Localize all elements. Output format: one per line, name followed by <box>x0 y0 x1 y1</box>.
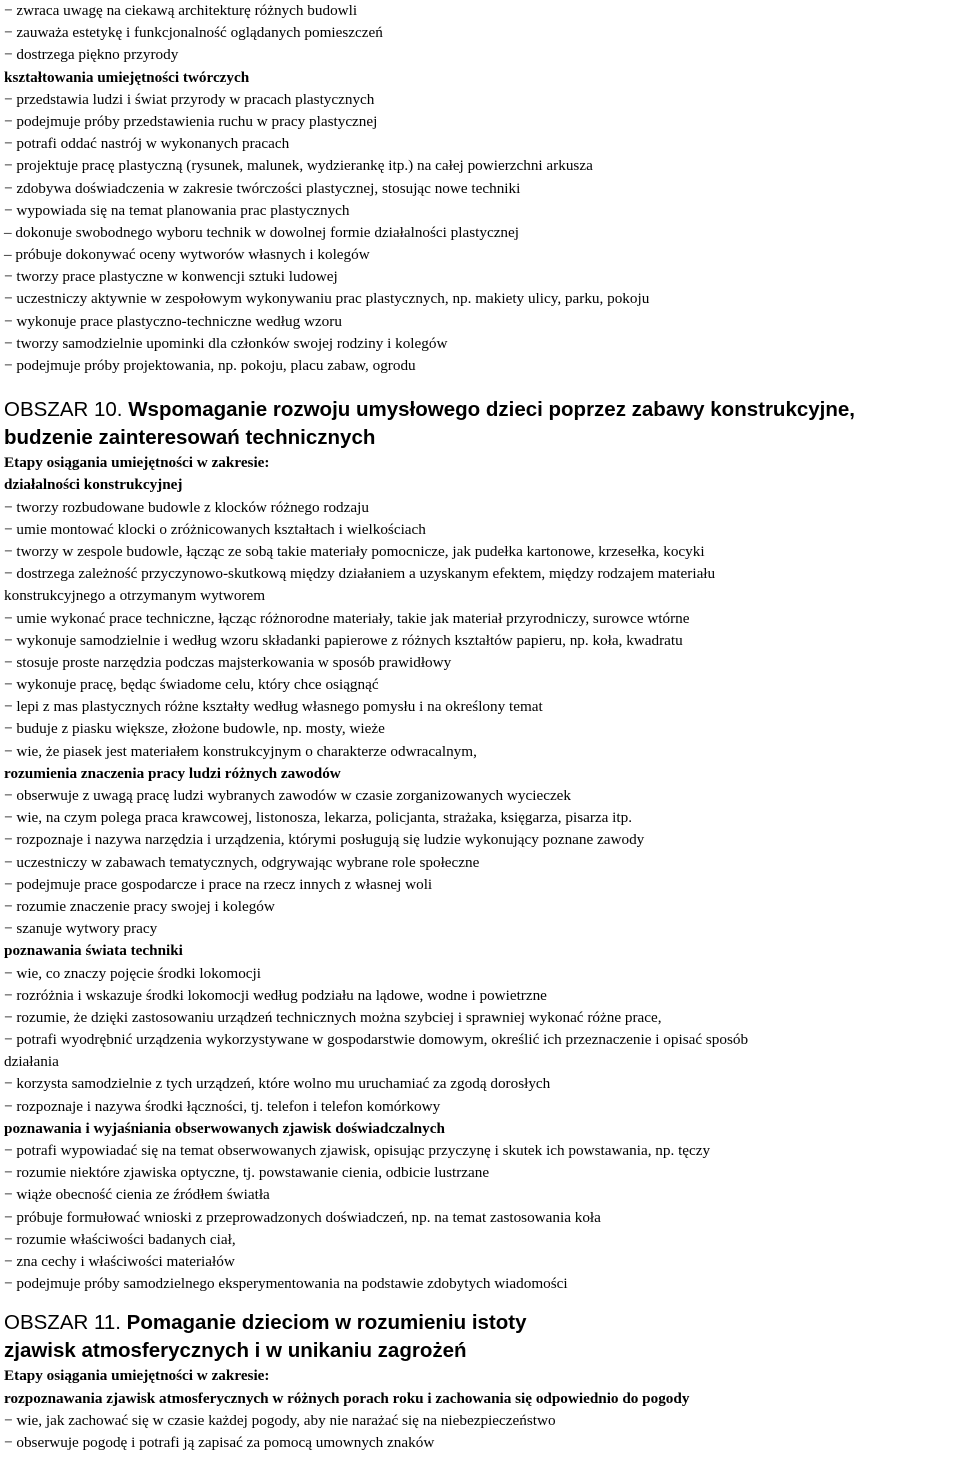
list-block1 <box>4 0 960 67</box>
list-item: działania <box>4 1053 59 1071</box>
list-item: − korzysta samodzielnie z tych urządzeń, które wolno mu uruchamiać za zgodą dorosłych <box>4 1075 551 1093</box>
list-item: − zdobywa doświadczenia w zakresie twórczości plastycznej, stosując nowe techniki <box>4 179 521 197</box>
list-item: − dostrzega piękno przyrody <box>4 46 179 64</box>
list-item: – próbuje dokonywać oceny wytworów własnych i kolegów <box>4 246 370 264</box>
list-item: − tworzy prace plastyczne w konwencji sztuki ludowej <box>4 268 338 286</box>
obszar11-title <box>4 1309 960 1337</box>
list-item: − projektuje pracę plastyczną (rysunek, malunek, wydzierankę itp.) na całej powierzchni arkusza <box>4 157 593 175</box>
section-heading: działalności konstrukcyjnej <box>4 476 183 494</box>
obszar10-title-line2-row <box>4 424 960 452</box>
list-item: − szanuje wytwory pracy <box>4 920 158 938</box>
list-item: − podejmuje próby samodzielnego eksperymentowania na podstawie zdobytych wiadomości <box>4 1275 568 1293</box>
list-item: − potrafi wypowiadać się na temat obserwowanych zjawisk, opisując przyczynę i skutek ich powstawania, np. tęczy <box>4 1142 711 1159</box>
obszar10-title-line2: budzenie zainteresowań technicznych <box>4 426 376 450</box>
list-item: − tworzy samodzielnie upominki dla członków swojej rodziny i kolegów <box>4 334 448 352</box>
obszar10-label: OBSZAR 10. <box>4 398 123 422</box>
section-heading: rozpoznawania zjawisk atmosferycznych w różnych porach roku i zachowania się odpowiednio do pogody <box>4 1389 690 1407</box>
list-block2 <box>4 89 960 377</box>
list-item: − tworzy w zespole budowle, łącząc ze sobą takie materiały pomocnicze, jak pudełka kartonowe, krzesełka, kocyki <box>4 542 705 560</box>
list-item: − wie, na czym polega praca krawcowej, listonosza, lekarza, policjanta, strażaka, księgarza, pisarza itp. <box>4 809 633 827</box>
list-item: − obserwuje pogodę i potrafi ją zapisać za pomocą umownych znaków <box>4 1433 435 1451</box>
obszar10-title <box>4 396 960 424</box>
list-item: − potrafi wyodrębnić urządzenia wykorzystywane w gospodarstwie domowym, określić ich przeznaczenie i opisać sposób <box>4 1031 749 1049</box>
spacer <box>4 1295 960 1309</box>
list-item: − próbuje formułować wnioski z przeprowadzonych doświadczeń, np. na temat zastosowania koła <box>4 1208 601 1226</box>
etapy-heading: Etapy osiągania umiejętności w zakresie: <box>4 1367 270 1385</box>
list-item: − zwraca uwagę na ciekawą architekturę różnych budowli <box>4 2 358 19</box>
list-item: − potrafi oddać nastrój w wykonanych pracach <box>4 135 290 153</box>
list-item: − rozpoznaje i nazywa narzędzia i urządzenia, którymi posługują się ludzie wykonujący poznane zawody <box>4 831 645 849</box>
list-item: − wykonuje samodzielnie i według wzoru składanki papierowe z różnych kształtów papieru, np. koła, kwadratu <box>4 631 683 649</box>
list-item: − dostrzega zależność przyczynowo-skutkową między działaniem a uzyskanym efektem, między rodzajem materiału <box>4 565 716 583</box>
list-item: − zauważa estetykę i funkcjonalność oglądanych pomieszczeń <box>4 24 383 42</box>
list-item: − uczestniczy aktywnie w zespołowym wykonywaniu prac plastycznych, np. makiety ulicy, parku, pokoju <box>4 290 650 308</box>
list-item: − przedstawia ludzi i świat przyrody w pracach plastycznych <box>4 90 375 108</box>
list-item: konstrukcyjnego a otrzymanym wytworem <box>4 587 266 605</box>
obszar11-title-line1: Pomaganie dzieciom w rozumieniu istoty <box>126 1311 527 1335</box>
spacer <box>4 377 960 396</box>
obszar11-title-line2: zjawisk atmosferycznych i w unikaniu zagrożeń <box>4 1339 467 1363</box>
section-heading: poznawania świata techniki <box>4 942 183 960</box>
list-item: − rozpoznaje i nazywa środki łączności, tj. telefon i telefon komórkowy <box>4 1097 441 1115</box>
section-heading: kształtowania umiejętności twórczych <box>4 68 250 86</box>
list-item: − tworzy rozbudowane budowle z klocków różnego rodzaju <box>4 498 369 516</box>
list-item: − stosuje proste narzędzia podczas majsterkowania w sposób prawidłowy <box>4 653 452 671</box>
list-item: − zna cechy i właściwości materiałów <box>4 1252 235 1270</box>
list-item: − lepi z mas plastycznych różne kształty według własnego pomysłu i na określony temat <box>4 698 543 716</box>
section-heading: poznawania i wyjaśniania obserwowanych zjawisk doświadczalnych <box>4 1119 445 1137</box>
list-item: − wykonuje prace plastyczno-techniczne według wzoru <box>4 312 342 330</box>
list-item: − wiąże obecność cienia ze źródłem światła <box>4 1186 270 1204</box>
list-item: − wypowiada się na temat planowania prac plastycznych <box>4 201 350 219</box>
list-item: – dokonuje swobodnego wyboru technik w dowolnej formie działalności plastycznej <box>4 223 519 241</box>
list-item: − buduje z piasku większe, złożone budowle, np. mosty, wieże <box>4 720 385 738</box>
list-item: − rozróżnia i wskazuje środki lokomocji według podziału na lądowe, wodne i powietrzne <box>4 986 547 1004</box>
obszar10-section <box>4 396 960 1295</box>
obszar11-title-line2-row <box>4 1337 960 1365</box>
list-item: − wie, co znaczy pojęcie środki lokomocji <box>4 964 261 982</box>
list-item: − uczestniczy w zabawach tematycznych, odgrywając wybrane role społeczne <box>4 853 480 871</box>
list-item: − obserwuje z uwagą pracę ludzi wybranych zawodów w czasie zorganizowanych wycieczek <box>4 787 572 804</box>
obszar11-label: OBSZAR 11. <box>4 1311 121 1335</box>
section-heading: rozumienia znaczenia pracy ludzi różnych zawodów <box>4 764 341 782</box>
list-item: − umie wykonać prace techniczne, łącząc różnorodne materiały, takie jak materiał przyrodniczy, surowce wtórne <box>4 609 690 627</box>
list-item: − podejmuje próby przedstawienia ruchu w pracy plastycznej <box>4 112 378 130</box>
list-item: − umie montować klocki o zróżnicowanych kształtach i wielkościach <box>4 520 426 538</box>
list-item: − rozumie właściwości badanych ciał, <box>4 1230 236 1248</box>
list-item: − wie, jak zachować się w czasie każdej pogody, aby nie narażać się na niebezpieczeństwo <box>4 1411 556 1429</box>
obszar11-section <box>4 1309 960 1454</box>
list-item: − wie, że piasek jest materiałem konstrukcyjnym o charakterze odwracalnym, <box>4 742 477 760</box>
list-item: − wykonuje pracę, będąc świadome celu, który chce osiągnąć <box>4 676 379 694</box>
obszar10-title-line1: Wspomaganie rozwoju umysłowego dzieci poprzez zabawy konstrukcyjne, <box>128 398 855 422</box>
etapy-heading: Etapy osiągania umiejętności w zakresie: <box>4 454 270 472</box>
list-item: − podejmuje próby projektowania, np. pokoju, placu zabaw, ogrodu <box>4 357 416 374</box>
list-item: − podejmuje prace gospodarcze i prace na rzecz innych z własnej woli <box>4 875 433 893</box>
list-item: − rozumie, że dzięki zastosowaniu urządzeń technicznych można szybciej i sprawniej wykonać różne prace, <box>4 1008 662 1026</box>
list-item: − rozumie niektóre zjawiska optyczne, tj. powstawanie cienia, odbicie lustrzane <box>4 1164 490 1182</box>
list-item: − rozumie znaczenie pracy swojej i kolegów <box>4 897 275 915</box>
